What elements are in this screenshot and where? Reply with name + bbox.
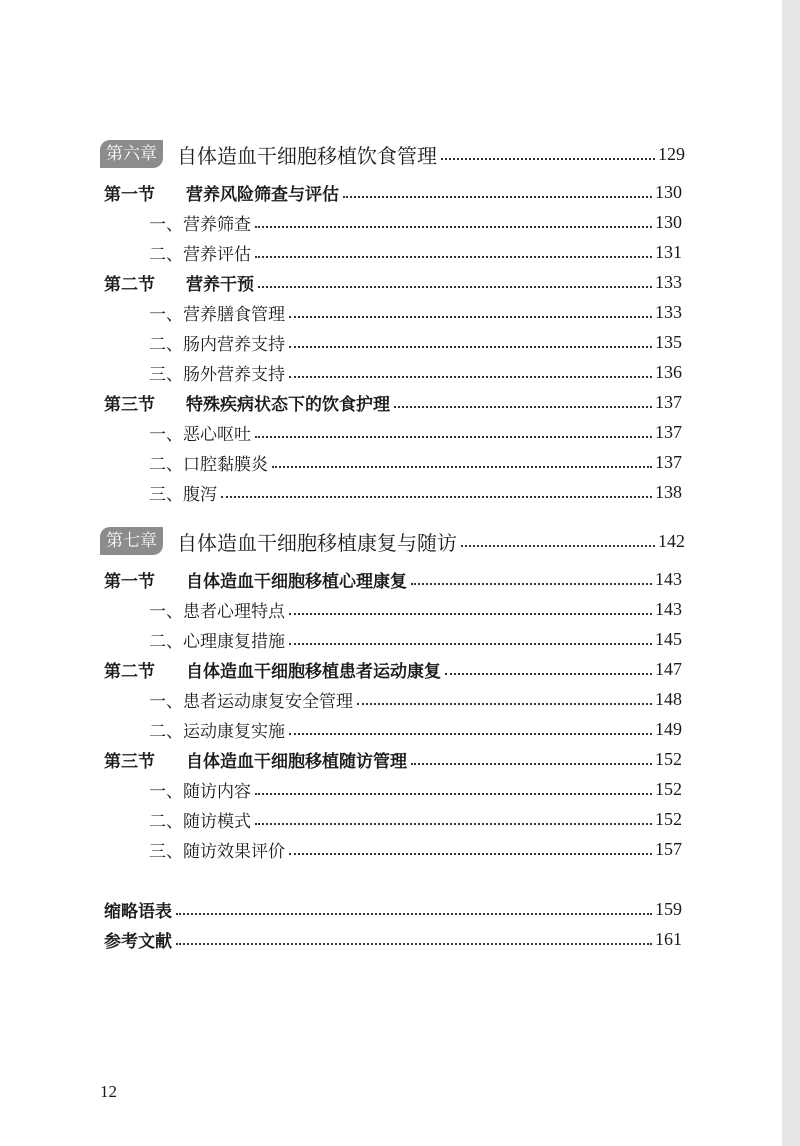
appendix-title: 参考文献 bbox=[104, 931, 172, 952]
toc-section[interactable] bbox=[104, 566, 682, 592]
toc-section[interactable] bbox=[104, 656, 682, 682]
chapter-title: 自体造血干细胞移植康复与随访 bbox=[177, 530, 457, 555]
section-label: 第三节 bbox=[104, 394, 155, 415]
dot-leader bbox=[394, 406, 652, 408]
dot-leader bbox=[289, 733, 652, 735]
item-title: 二、口腔黏膜炎 bbox=[149, 454, 268, 475]
toc-item[interactable] bbox=[149, 329, 682, 355]
page-ref: 152 bbox=[655, 808, 682, 829]
page-ref: 130 bbox=[655, 181, 682, 202]
toc-section[interactable] bbox=[104, 746, 682, 772]
appendix-title: 缩略语表 bbox=[104, 901, 172, 922]
dot-leader bbox=[255, 256, 652, 258]
page-ref: 129 bbox=[658, 143, 685, 164]
section-title: 营养风险筛查与评估 bbox=[186, 184, 339, 205]
section-label: 第一节 bbox=[104, 571, 155, 592]
toc-item[interactable] bbox=[149, 716, 682, 742]
page-ref: 149 bbox=[655, 718, 682, 739]
item-title: 一、恶心呕吐 bbox=[149, 424, 251, 445]
section-title: 自体造血干细胞移植心理康复 bbox=[186, 571, 407, 592]
dot-leader bbox=[272, 466, 652, 468]
dot-leader bbox=[343, 196, 652, 198]
dot-leader bbox=[255, 436, 652, 438]
page-ref: 135 bbox=[655, 331, 682, 352]
dot-leader bbox=[289, 853, 652, 855]
page-ref: 137 bbox=[655, 421, 682, 442]
dot-leader bbox=[461, 545, 655, 547]
toc-section[interactable] bbox=[104, 269, 682, 295]
item-title: 二、心理康复措施 bbox=[149, 631, 285, 652]
item-title: 二、运动康复实施 bbox=[149, 721, 285, 742]
item-title: 三、腹泻 bbox=[149, 484, 217, 505]
page-number: 12 bbox=[100, 1082, 117, 1101]
dot-leader bbox=[176, 943, 652, 945]
toc-item[interactable] bbox=[149, 686, 682, 712]
page-ref: 143 bbox=[655, 568, 682, 589]
dot-leader bbox=[255, 793, 652, 795]
page-ref: 136 bbox=[655, 361, 682, 382]
section-label: 第三节 bbox=[104, 751, 155, 772]
page-ref: 138 bbox=[655, 481, 682, 502]
toc-item[interactable] bbox=[149, 596, 682, 622]
page-ref: 133 bbox=[655, 271, 682, 292]
section-title: 自体造血干细胞移植随访管理 bbox=[186, 751, 407, 772]
dot-leader bbox=[221, 496, 652, 498]
dot-leader bbox=[445, 673, 652, 675]
page-ref: 145 bbox=[655, 628, 682, 649]
chapter-badge: 第六章 bbox=[100, 140, 163, 168]
section-label: 第一节 bbox=[104, 184, 155, 205]
toc-item[interactable] bbox=[149, 806, 682, 832]
dot-leader bbox=[255, 823, 652, 825]
toc-item[interactable] bbox=[149, 836, 682, 862]
page-ref: 133 bbox=[655, 301, 682, 322]
item-title: 二、随访模式 bbox=[149, 811, 251, 832]
page-ref: 131 bbox=[655, 241, 682, 262]
page-ref: 142 bbox=[658, 530, 685, 551]
toc-item[interactable] bbox=[149, 479, 682, 505]
toc-item[interactable] bbox=[149, 419, 682, 445]
section-title: 特殊疾病状态下的饮食护理 bbox=[186, 394, 390, 415]
toc-appendix-abbreviations[interactable] bbox=[104, 896, 682, 922]
page-ref: 157 bbox=[655, 838, 682, 859]
toc-chapter-6[interactable] bbox=[100, 137, 685, 171]
toc-chapter-7[interactable] bbox=[100, 524, 685, 558]
item-title: 一、患者心理特点 bbox=[149, 601, 285, 622]
toc-item[interactable] bbox=[149, 626, 682, 652]
chapter-badge: 第七章 bbox=[100, 527, 163, 555]
dot-leader bbox=[176, 913, 652, 915]
dot-leader bbox=[289, 376, 652, 378]
page-ref: 161 bbox=[655, 928, 682, 949]
dot-leader bbox=[255, 226, 652, 228]
page-ref: 147 bbox=[655, 658, 682, 679]
item-title: 一、营养膳食管理 bbox=[149, 304, 285, 325]
toc-appendix-references[interactable] bbox=[104, 926, 682, 952]
item-title: 一、患者运动康复安全管理 bbox=[149, 691, 353, 712]
dot-leader bbox=[289, 643, 652, 645]
dot-leader bbox=[411, 583, 652, 585]
page-ref: 143 bbox=[655, 598, 682, 619]
toc-item[interactable] bbox=[149, 299, 682, 325]
page-edge-strip bbox=[782, 0, 800, 1146]
item-title: 二、营养评估 bbox=[149, 244, 251, 265]
page-ref: 130 bbox=[655, 211, 682, 232]
item-title: 二、肠内营养支持 bbox=[149, 334, 285, 355]
dot-leader bbox=[289, 346, 652, 348]
page-ref: 137 bbox=[655, 451, 682, 472]
toc-item[interactable] bbox=[149, 359, 682, 385]
dot-leader bbox=[258, 286, 652, 288]
dot-leader bbox=[289, 316, 652, 318]
dot-leader bbox=[289, 613, 652, 615]
item-title: 三、肠外营养支持 bbox=[149, 364, 285, 385]
section-title: 营养干预 bbox=[186, 274, 254, 295]
dot-leader bbox=[357, 703, 652, 705]
toc-item[interactable] bbox=[149, 776, 682, 802]
section-label: 第二节 bbox=[104, 274, 155, 295]
page-ref: 148 bbox=[655, 688, 682, 709]
item-title: 一、随访内容 bbox=[149, 781, 251, 802]
toc-item[interactable] bbox=[149, 239, 682, 265]
page-ref: 152 bbox=[655, 778, 682, 799]
section-label: 第二节 bbox=[104, 661, 155, 682]
toc-item[interactable] bbox=[149, 449, 682, 475]
toc-section[interactable] bbox=[104, 179, 682, 205]
section-title: 自体造血干细胞移植患者运动康复 bbox=[186, 661, 441, 682]
dot-leader bbox=[441, 158, 655, 160]
toc-item[interactable] bbox=[149, 209, 682, 235]
page-ref: 159 bbox=[655, 898, 682, 919]
toc-section[interactable] bbox=[104, 389, 682, 415]
chapter-title: 自体造血干细胞移植饮食管理 bbox=[177, 143, 437, 168]
item-title: 三、随访效果评价 bbox=[149, 841, 285, 862]
item-title: 一、营养筛查 bbox=[149, 214, 251, 235]
page-ref: 137 bbox=[655, 391, 682, 412]
dot-leader bbox=[411, 763, 652, 765]
page-ref: 152 bbox=[655, 748, 682, 769]
